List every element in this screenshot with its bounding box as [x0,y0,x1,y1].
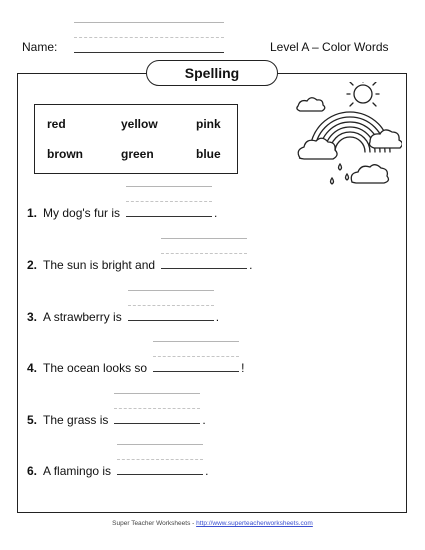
word-bank-item: pink [196,117,221,131]
question-punctuation: . [214,206,218,220]
footer-site-name: Super Teacher Worksheets [112,520,191,527]
word-bank-item: brown [47,147,83,161]
question-1 [27,206,217,220]
footer-link[interactable]: http://www.superteacherworksheets.com [196,520,313,527]
word-bank-item: red [47,117,66,131]
footer-separator: - [192,520,195,527]
question-number: 3. [27,310,38,324]
question-punctuation: ! [241,361,245,375]
level-label: Level A – Color Words [270,40,389,54]
answer-field[interactable] [114,423,200,424]
question-number: 4. [27,361,38,375]
name-field[interactable] [74,22,224,52]
question-number: 6. [27,464,38,478]
rainbow-sun-clouds-icon [292,82,402,192]
answer-field[interactable] [117,474,203,475]
question-5 [27,413,206,427]
answer-field[interactable] [128,320,214,321]
question-6 [27,464,208,478]
question-text: My dog's fur is [43,206,120,220]
answer-field[interactable] [161,268,247,269]
question-number: 1. [27,206,38,220]
question-punctuation: . [215,310,220,324]
question-punctuation: . [205,464,209,478]
footer [0,520,425,527]
question-text: The sun is bright and [43,258,156,272]
question-number: 5. [27,413,38,427]
question-punctuation: . [249,258,253,272]
page-title: Spelling [146,60,278,86]
word-bank-item: blue [196,147,221,161]
question-2 [27,258,252,272]
word-bank [34,104,238,174]
question-text: A flamingo is [43,464,112,478]
question-4 [27,361,244,375]
word-bank-item: green [121,147,154,161]
question-3 [27,310,219,324]
name-label: Name: [22,40,58,54]
question-text: The ocean looks so [43,361,148,375]
answer-field[interactable] [126,216,212,217]
question-text: A strawberry is [43,310,122,324]
question-punctuation: . [202,413,206,427]
question-number: 2. [27,258,38,272]
word-bank-item: yellow [121,117,158,131]
answer-field[interactable] [153,371,239,372]
question-text: The grass is [43,413,109,427]
